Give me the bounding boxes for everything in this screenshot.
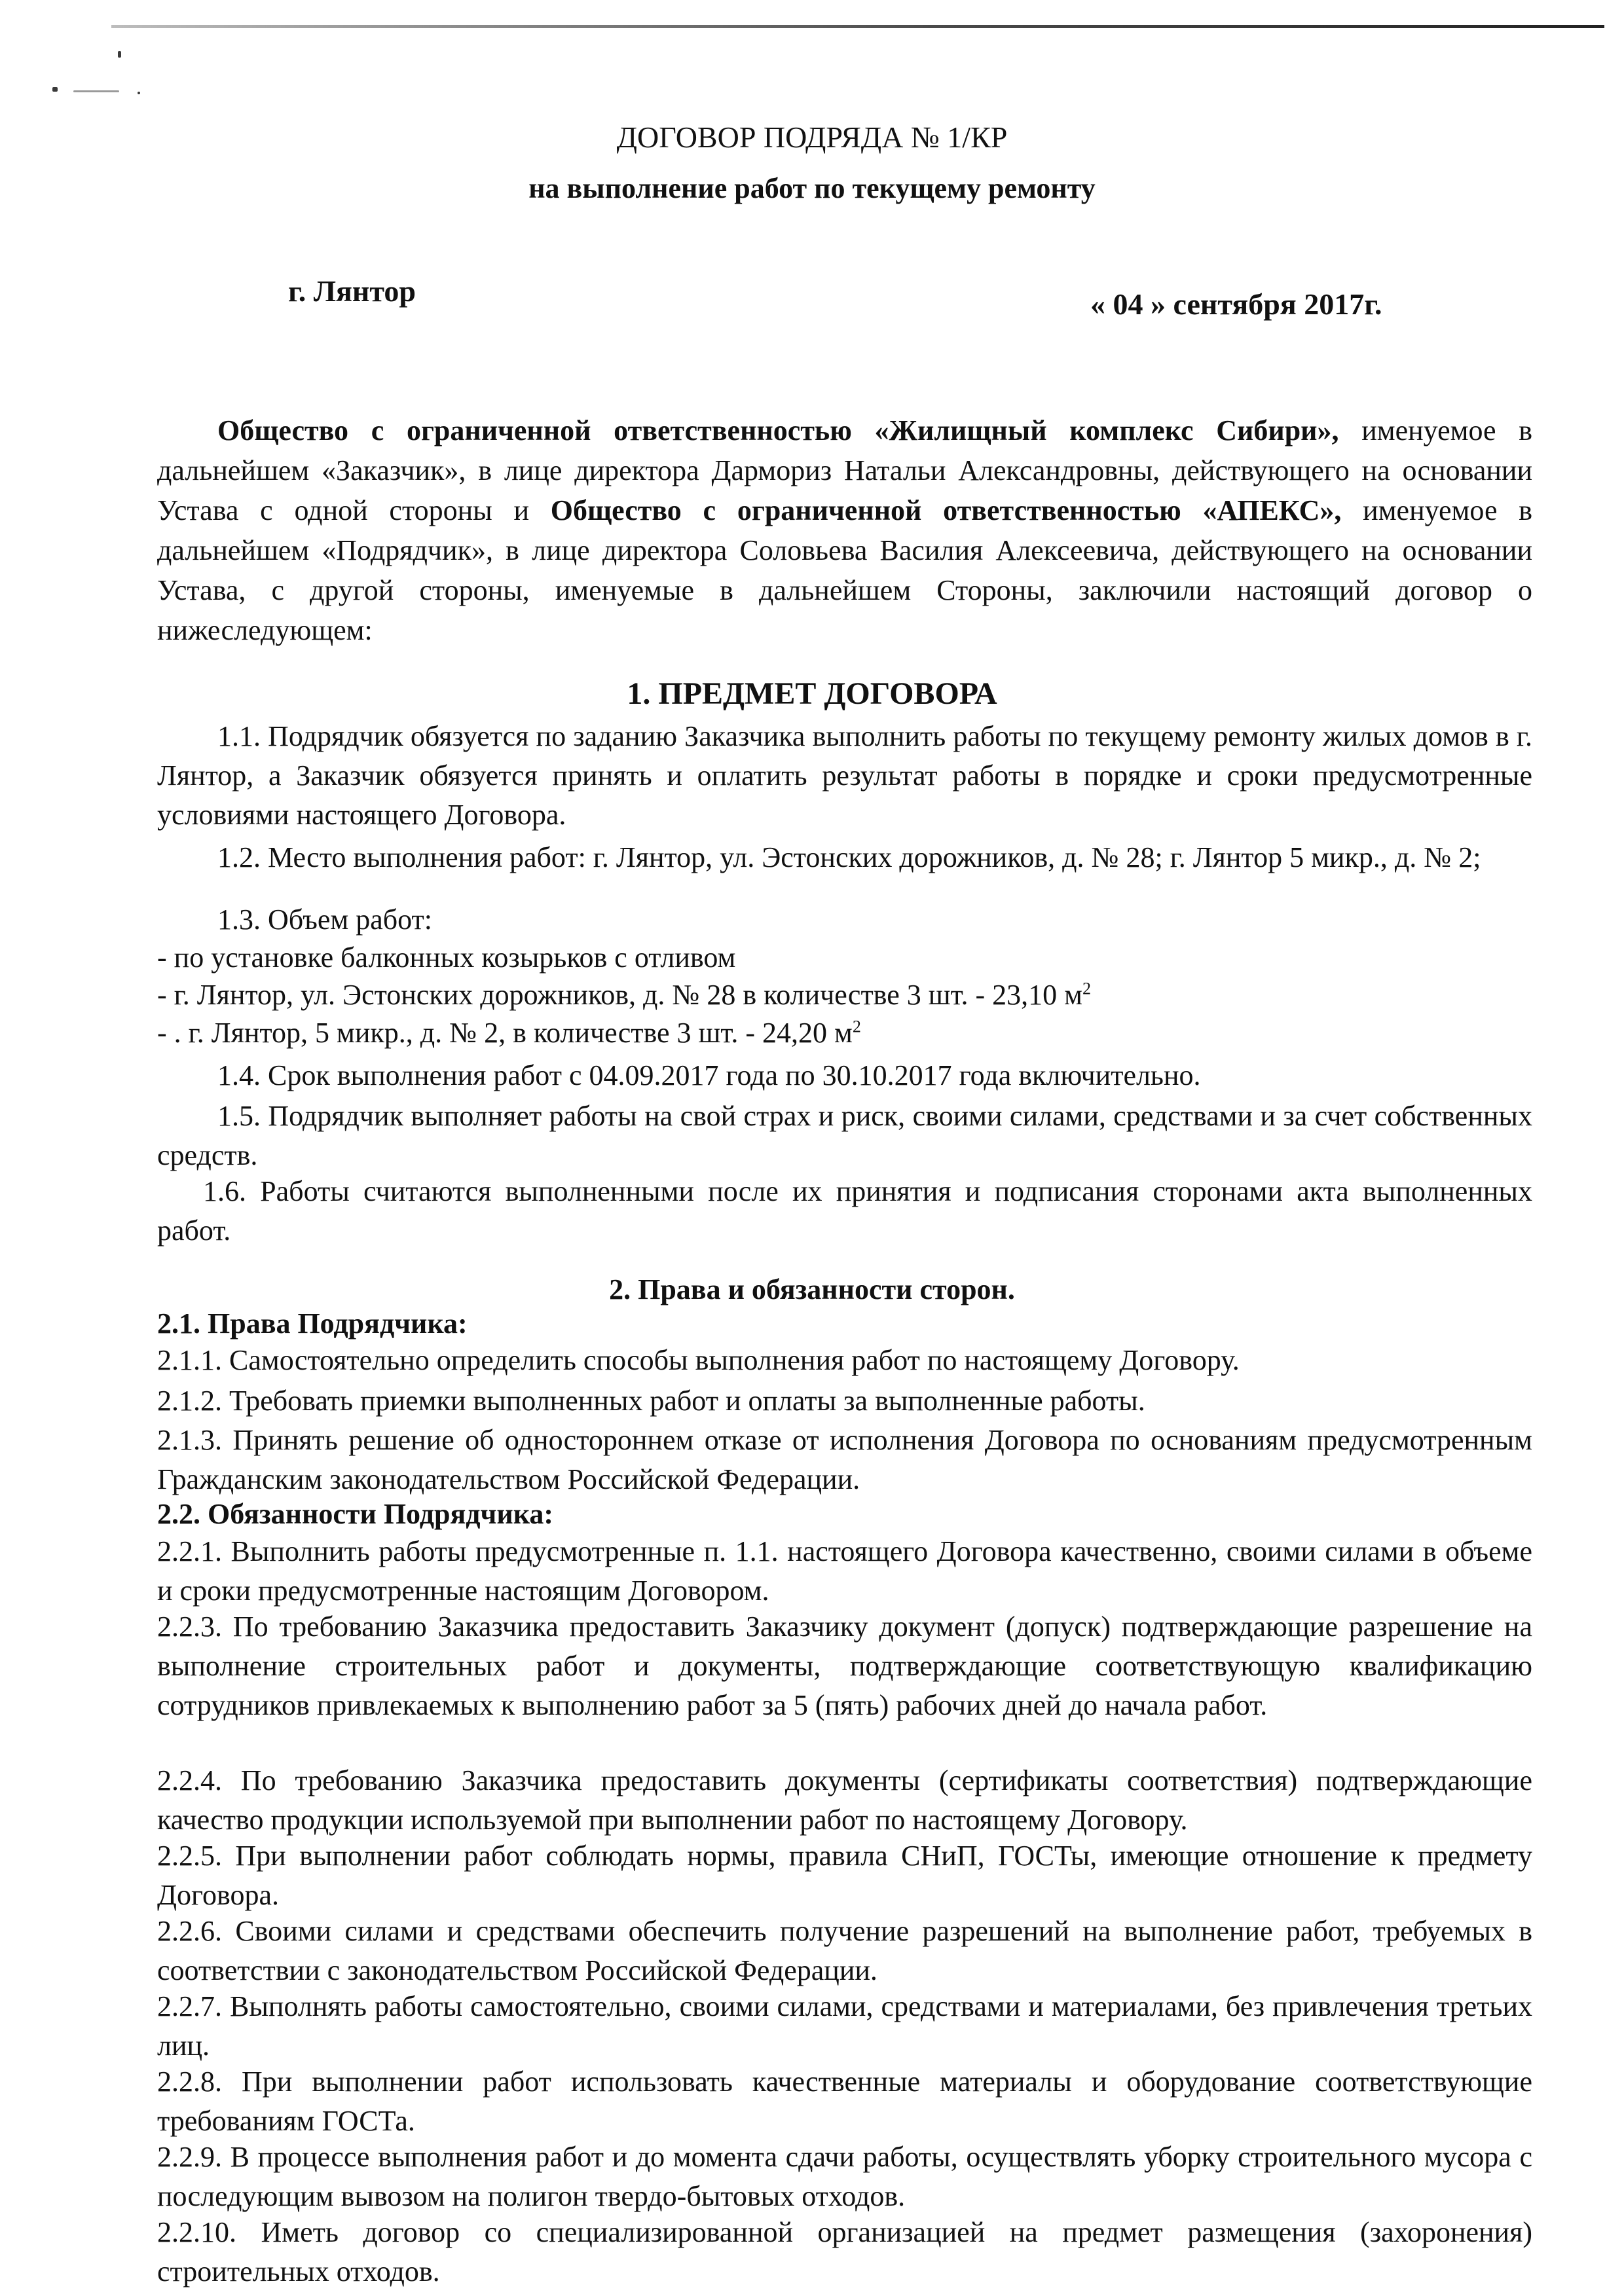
clause-1-3: 1.3. Объем работ: [217,903,432,936]
clause-2-2-4: 2.2.4. По требованию Заказчика предоставить документы (сертификаты соответствия) подтверждающие качество продукции используемой при выполнении работ по настоящему Договору. [157,1764,1532,1836]
clause-1-6: 1.6. Работы считаются выполненными после их принятия и подписания сторонами акта выполненных работ. [157,1175,1532,1247]
clause-1-4: 1.4. Срок выполнения работ с 04.09.2017 года по 30.10.2017 года включительно. [217,1059,1201,1091]
clause-2-2-5: 2.2.5. При выполнении работ соблюдать нормы, правила СНиП, ГОСТы, имеющие отношение к предмету Договора. [157,1840,1532,1911]
clause-2-2-7: 2.2.7. Выполнять работы самостоятельно, своими силами, средствами и материалами, без привлечения третьих лиц. [157,1990,1532,2062]
scan-speck [118,51,121,58]
work-item-1: - по установке балконных козырьков с отливом [157,941,736,974]
clause-2-1-1: 2.1.1. Самостоятельно определить способы выполнения работ по настоящему Договору. [157,1344,1240,1376]
clause-1-1: 1.1. Подрядчик обязуется по заданию Заказчика выполнить работы по текущему ремонту жилых домов в г. Лянтор, а Заказчик обязуется принять и оплатить результат работы в порядке и сроки предусмотренные условиями настоящего Договора. [157,720,1532,831]
section2-heading: 2. Права и обязанности сторон. [609,1273,1015,1305]
clause-2-2-10: 2.2.10. Иметь договор со специализированной организацией на предмет размещения (захоронения) строительных отходов. [157,2216,1532,2287]
scan-top-edge-line [111,25,1604,28]
intro-text-part2: именуемое в дальнейшем «Подрядчик», в лице директора Соловьева Василия Алексеевича, действующего на основании Устава, с другой стороны, именуемые в дальнейшем Стороны, заключили настоящий договор о нижеследующем: [157,494,1532,646]
clause-2-2-3: 2.2.3. По требованию Заказчика предоставить Заказчику документ (допуск) подтверждающие разрешение на выполнение строительных работ и документы, подтверждающие соответствующую квалификацию сотрудников привлекаемых к выполнению работ за 5 (пять) рабочих дней до начала работ. [157,1611,1532,1721]
clause-2-1-2: 2.1.2. Требовать приемки выполненных работ и оплаты за выполненные работы. [157,1385,1145,1417]
clause-2-1-3: 2.1.3. Принять решение об одностороннем отказе от исполнения Договора по основаниям предусмотренным Гражданским законодательством Российской Федерации. [157,1424,1532,1495]
clause-2-2-1: 2.2.1. Выполнить работы предусмотренные п. 1.1. настоящего Договора качественно, своими силами в объеме и сроки предусмотренные настоящим Договором. [157,1535,1532,1607]
contract-subtitle: на выполнение работ по текущему ремонту [528,172,1096,204]
contract-date: « 04 » сентября 2017г. [1090,287,1382,321]
intro-paragraph [157,410,1532,650]
contract-title: ДОГОВОР ПОДРЯДА № 1/КР [616,120,1008,154]
section1-heading: 1. ПРЕДМЕТ ДОГОВОРА [627,676,997,711]
clause-1-5: 1.5. Подрядчик выполняет работы на свой страх и риск, своими силами, средствами и за счет собственных средств. [157,1100,1532,1171]
scan-speck [52,87,58,92]
clause-2-2-6: 2.2.6. Своими силами и средствами обеспечить получение разрешений на выполнение работ, требуемых в соответствии с законодательством Российской Федерации. [157,1915,1532,1986]
contractor-organization: Общество с ограниченной ответственностью «АПЕКС», [550,494,1342,526]
subsection-2-1-heading: 2.1. Права Подрядчика: [157,1307,468,1339]
work-item-2: - г. Лянтор, ул. Эстонских дорожников, д. № 28 в количестве 3 шт. - 23,10 $м^2$ [157,979,1092,1011]
clause-2-2-8: 2.2.8. При выполнении работ использовать качественные материалы и оборудование соответствующие требованиям ГОСТа. [157,2066,1532,2137]
clause-1-2: 1.2. Место выполнения работ: г. Лянтор, ул. Эстонских дорожников, д. № 28; г. Лянтор 5 микр., д. № 2; [217,841,1481,873]
work-item-3: - . г. Лянтор, 5 микр., д. № 2, в количестве 3 шт. - 24,20 $м^2$ [157,1017,861,1049]
clause-2-2-9: 2.2.9. В процессе выполнения работ и до момента сдачи работы, осуществлять уборку строительного мусора с последующим вывозом на полигон твердо-бытовых отходов. [157,2141,1532,2212]
contract-city: г. Лянтор [288,274,416,308]
subsection-2-2-heading: 2.2. Обязанности Подрядчика: [157,1498,554,1530]
customer-organization: Общество с ограниченной ответственностью «Жилищный комплекс Сибири», [217,414,1339,446]
scan-speck [138,92,140,94]
scan-speck [73,90,119,92]
intro-text-part1: именуемое в дальнейшем «Заказчик», в лице директора Дармориз Натальи Александровны, действующего на основании Устава с одной стороны и [157,414,1532,526]
